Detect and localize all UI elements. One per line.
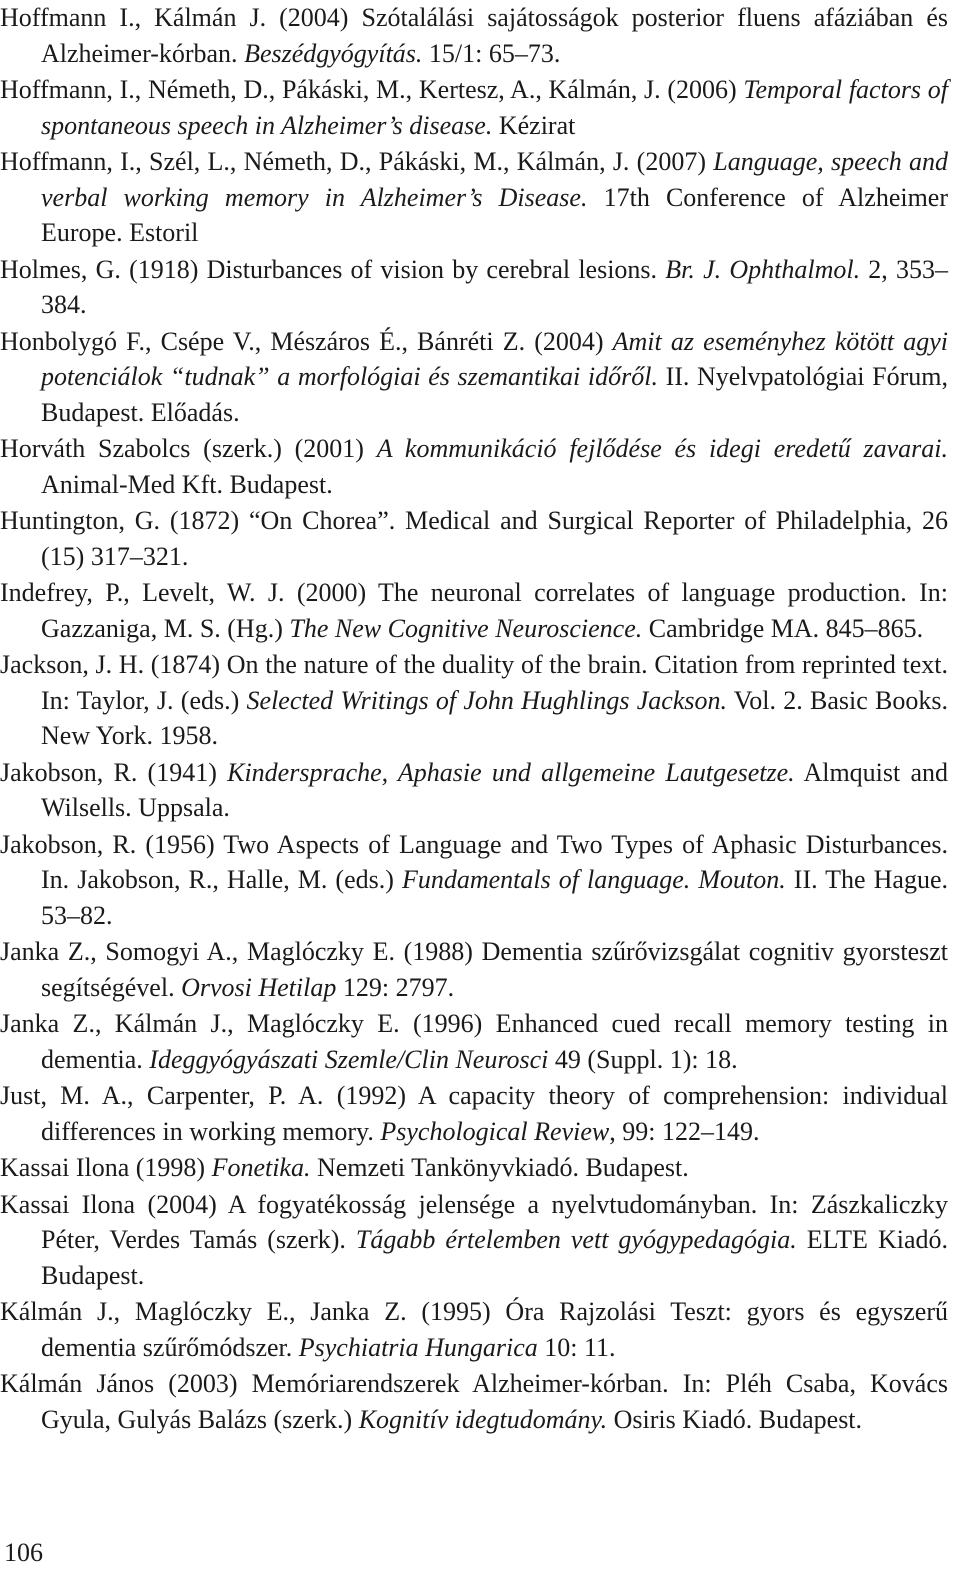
reference-entry: Honbolygó F., Csépe V., Mészáros É., Bánréti Z. (2004) Amit az eseményhez kötött agyi potenciálok “tudnak” a morfológiai és szemantikai időről. II. Nyelvpatológiai Fórum, Budapest. Előadás. [0, 326, 948, 427]
reference-entry: Kálmán János (2003) Memóriarendszerek Alzheimer-kórban. In: Pléh Csaba, Kovács Gyula, Gulyás Balázs (szerk.) Kognitív idegtudomány. Osiris Kiadó. Budapest. [0, 1369, 948, 1434]
reference-entry: Huntington, G. (1872) “On Chorea”. Medical and Surgical Reporter of Philadelphia, 26 (15) 317–321. [0, 506, 948, 571]
reference-entry: Janka Z., Somogyi A., Maglóczky E. (1988) Dementia szűrővizsgálat cognitiv gyorsteszt segítségével. Orvosi Hetilap 129: 2797. [0, 937, 948, 1002]
reference-entry: Jakobson, R. (1956) Two Aspects of Language and Two Types of Aphasic Disturbances. In. Jakobson, R., Halle, M. (eds.) Fundamentals of language. Mouton. II. The Hague. 53–82. [0, 829, 948, 930]
reference-entry: Hoffmann I., Kálmán J. (2004) Szótalálási sajátosságok posterior fluens afáziában és Alzheimer-kórban. Beszédgyógyítás. 15/1: 65–73. [0, 3, 948, 68]
reference-entry: Hoffmann, I., Németh, D., Pákáski, M., Kertesz, A., Kálmán, J. (2006) Temporal factors of spontaneous speech in Alzheimer’s disease. Kézirat [0, 75, 948, 140]
reference-entry: Kassai Ilona (1998) Fonetika. Nemzeti Tankönyvkiadó. Budapest. [0, 1153, 689, 1182]
reference-entry: Horváth Szabolcs (szerk.) (2001) A kommunikáció fejlődése és idegi eredetű zavarai. Animal-Med Kft. Budapest. [0, 434, 948, 499]
reference-entry: Holmes, G. (1918) Disturbances of vision by cerebral lesions. Br. J. Ophthalmol. 2, 353–384. [0, 254, 948, 319]
reference-entry: Indefrey, P., Levelt, W. J. (2000) The neuronal correlates of language production. In: Gazzaniga, M. S. (Hg.) The New Cognitive Neuroscience. Cambridge MA. 845–865. [0, 578, 948, 643]
reference-entry: Janka Z., Kálmán J., Maglóczky E. (1996) Enhanced cued recall memory testing in dementia. Ideggyógyászati Szemle/Clin Neurosci 49 (Suppl. 1): 18. [0, 1009, 948, 1074]
reference-entry: Jakobson, R. (1941) Kindersprache, Aphasie und allgemeine Lautgesetze. Almquist and Wilsells. Uppsala. [0, 757, 949, 822]
page-number: 106 [4, 1538, 43, 1567]
reference-entry: Just, M. A., Carpenter, P. A. (1992) A capacity theory of comprehension: individual differences in working memory. Psychological Review, 99: 122–149. [0, 1081, 948, 1146]
reference-entry: Kálmán J., Maglóczky E., Janka Z. (1995) Óra Rajzolási Teszt: gyors és egyszerű dementia szűrőmódszer. Psychiatria Hungarica 10: 11. [0, 1297, 948, 1362]
reference-entry: Kassai Ilona (2004) A fogyatékosság jelensége a nyelvtudományban. In: Zászkaliczky Péter, Verdes Tamás (szerk). Tágabb értelemben vett gyógypedagógia. ELTE Kiadó. Budapest. [0, 1189, 948, 1290]
reference-entry: Hoffmann, I., Szél, L., Németh, D., Pákáski, M., Kálmán, J. (2007) Language, speech and verbal working memory in Alzheimer’s Disease. 17th Conference of Alzheimer Europe. Estoril [0, 147, 949, 247]
reference-entry: Jackson, J. H. (1874) On the nature of the duality of the brain. Citation from reprinted text. In: Taylor, J. (eds.) Selected Writings of John Hughlings Jackson. Vol. 2. Basic Books. New York. 1958. [0, 650, 948, 750]
